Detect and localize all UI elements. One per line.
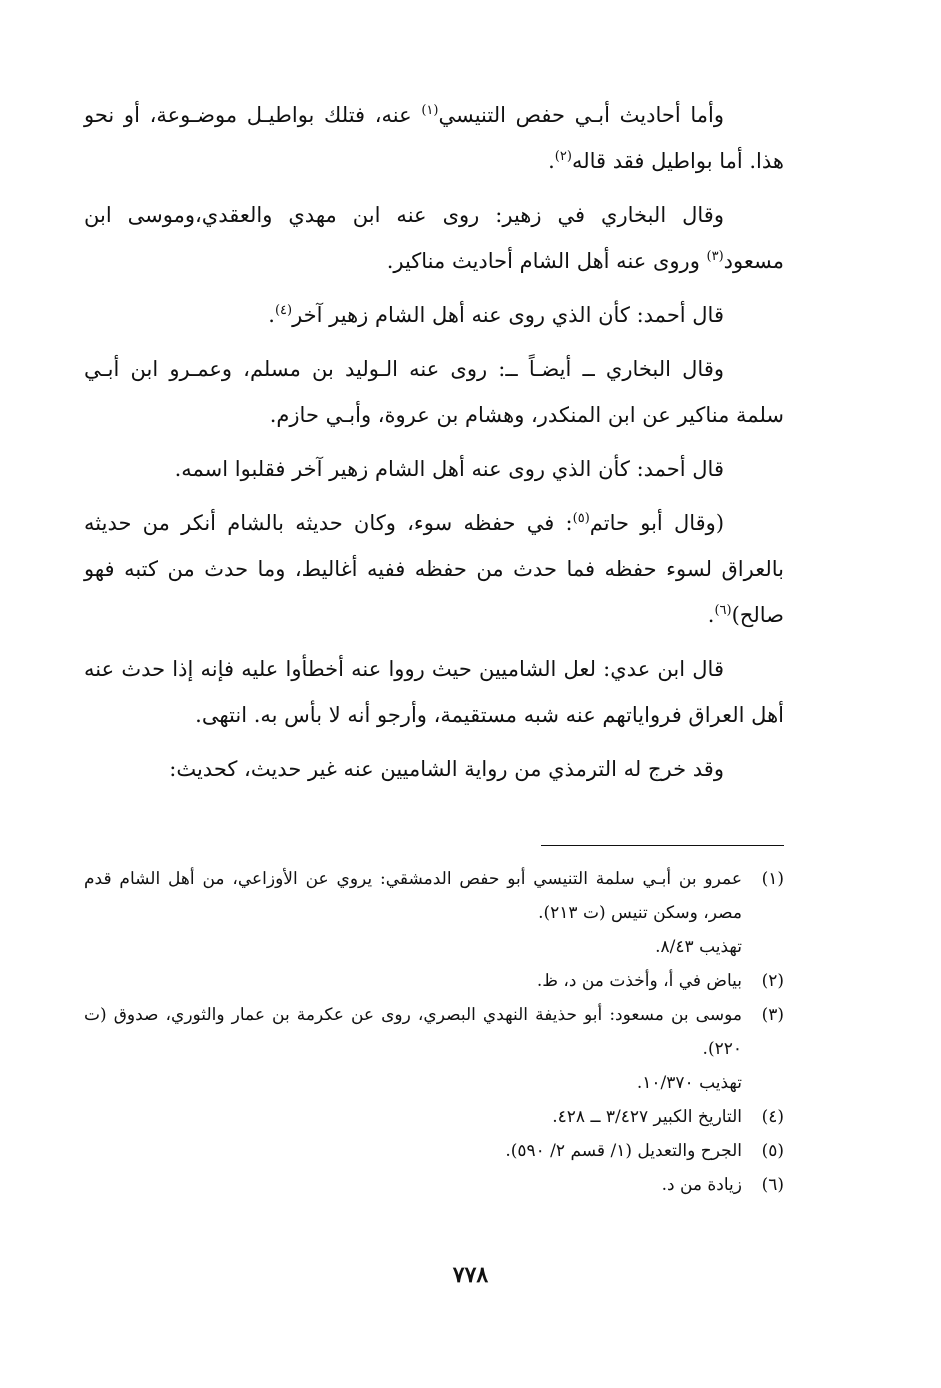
paragraph-4-text: وقال البخاري ــ أيضـاً ــ: روى عنه الـوليد بن مسلم، وعمـرو ابن أبـي سلمة مناكير عن ابن المنكدر، وهشام بن عروة، وأبـي حازم. [84, 357, 784, 427]
paragraph-7-text: قال ابن عدي: لعل الشاميين حيث رووا عنه أخطأوا عليه فإنه إذا حدث عنه أهل العراق فرواياتهم عنه شبه مستقيمة، وأرجو أنه لا بأس به. انتهى. [84, 657, 784, 727]
footnote-text: بياض في أ، وأخذت من د، ظ. [536, 971, 742, 991]
paragraph-2-rest: وروى عنه أهل الشام أحاديث مناكير. [386, 249, 707, 273]
footnote-5 [84, 1134, 784, 1168]
paragraph-4 [84, 346, 784, 438]
footnote-1-source: تهذيب ٨/٤٣. [655, 937, 742, 957]
paragraph-3-text: قال أحمد: كأن الذي روى عنه أهل الشام زهير آخر [292, 303, 724, 327]
paragraph-5 [84, 446, 784, 492]
paragraph-6 [84, 500, 784, 638]
paragraph-1-text: وأما أحاديث أبـي حفص التنيسي [438, 103, 724, 127]
footnote-2 [84, 964, 784, 998]
footnote-ref-4[interactable]: (٤) [274, 303, 293, 318]
footnote-text: زيادة من د. [661, 1175, 742, 1195]
footnote-number: (٦) [761, 1175, 784, 1195]
paragraph-2-text: وقال البخاري في زهير: روى عنه ابن مهدي والعقدي،وموسى ابن مسعود [84, 203, 784, 273]
paragraph-8-text: وقد خرج له الترمذي من رواية الشاميين عنه غير حديث، كحديث: [169, 757, 724, 781]
footnotes [84, 862, 784, 1202]
footnote-number: (٣) [761, 1005, 784, 1025]
footnote-1 [84, 862, 784, 930]
paragraph-3 [84, 292, 784, 338]
paragraph-5-text: قال أحمد: كأن الذي روى عنه أهل الشام زهير آخر فقلبوا اسمه. [174, 457, 724, 481]
paragraph-8 [84, 746, 784, 792]
paragraph-1-rest: عنه، فتلك بواطيـل موضـوعة، أو نحو هذا. أما بواطيل فقد قاله [84, 103, 784, 173]
footnote-3 [84, 998, 784, 1066]
page-number: ٧٧٨ [452, 1262, 489, 1288]
footnote-ref-6[interactable]: (٦) [714, 603, 732, 618]
footnote-ref-1[interactable]: (١) [421, 103, 439, 118]
paragraph-6-text: (وقال أبو حاتم [589, 511, 725, 535]
footnote-text: موسى بن مسعود: أبو حذيفة النهدي البصري، روى عن عكرمة بن عمار والثوري، صدوق (ت ٢٢٠). [84, 1005, 742, 1059]
footnote-text: الجرح والتعديل (١/ قسم ٢/ ٥٩٠). [505, 1141, 742, 1161]
footnote-number: (٥) [761, 1141, 784, 1161]
paragraph-6-rest: : في حفظه سوء، وكان حديثه بالشام أنكر من حديثه بالعراق لسوء حفظه فما حدث من حفظه ففيه أغاليط، وما حدث من كتبه فهو صالح) [84, 511, 784, 627]
footnote-number: (٢) [761, 971, 784, 991]
paragraph-2 [84, 192, 784, 284]
footnote-text: عمرو بن أبـي سلمة التنيسي أبو حفص الدمشقي: يروي عن الأوزاعي، من أهل الشام قدم مصر، وسكن تنيس (ت ٢١٣). [84, 869, 742, 923]
footnote-6 [84, 1168, 784, 1202]
footnote-ref-5[interactable]: (٥) [572, 511, 590, 526]
paragraph-7 [84, 646, 784, 738]
footnote-text: التاريخ الكبير ٣/٤٢٧ ــ ٤٢٨. [552, 1107, 742, 1127]
footnote-3-source: تهذيب ١٠/٣٧٠. [636, 1073, 742, 1093]
paragraph-1-end: . [548, 149, 555, 173]
footnote-ref-3[interactable]: (٣) [706, 249, 724, 264]
footnote-4 [84, 1100, 784, 1134]
paragraph-1 [84, 92, 784, 184]
footnote-ref-2[interactable]: (٢) [554, 149, 572, 164]
main-text [84, 92, 784, 800]
footnote-number: (١) [761, 869, 784, 889]
footnote-divider [541, 845, 784, 846]
footnote-number: (٤) [761, 1107, 784, 1127]
paragraph-3-rest: . [268, 303, 275, 327]
paragraph-6-end: . [707, 603, 715, 627]
